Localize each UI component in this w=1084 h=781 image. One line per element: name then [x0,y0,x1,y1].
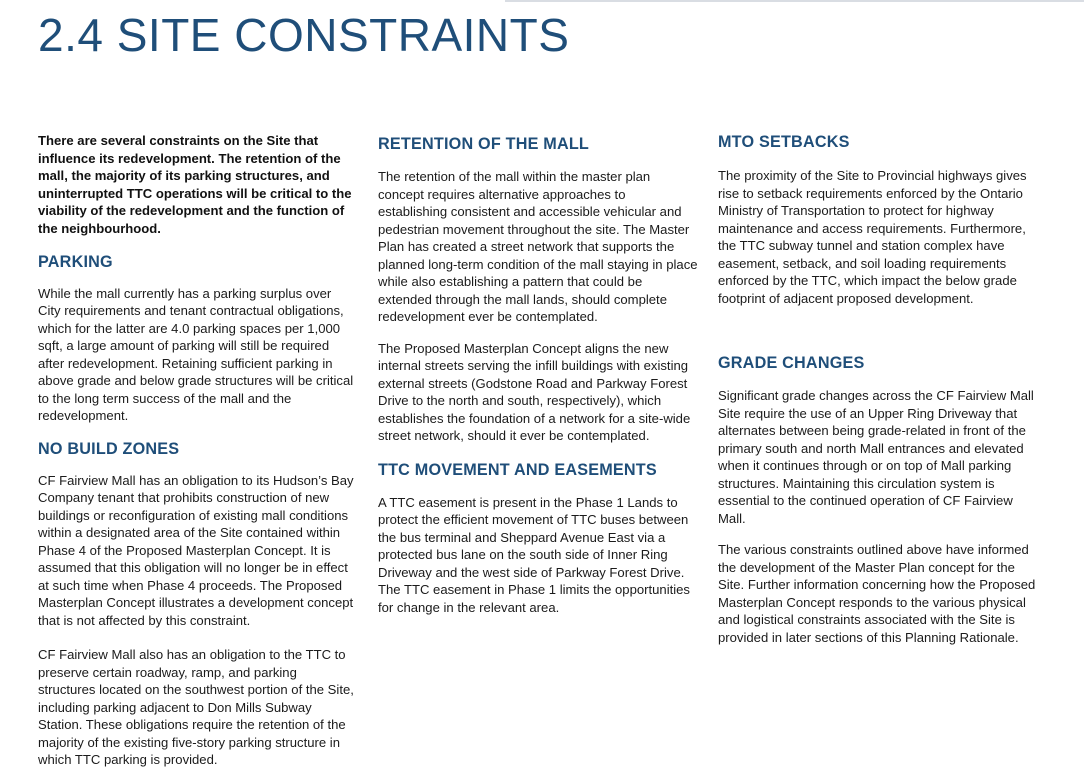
paragraph-grade-changes-1: Significant grade changes across the CF Fairview Mall Site require the use of an Upper Ring Driveway that alternates between being grade-related in front of the primary south and north Mall entrances and elevated when it continues through or on top of Mall parking structures. Maintaining this circulation system is essential to the continued operation of CF Fairview Mall. [718,388,1034,526]
heading-grade-changes: GRADE CHANGES [718,354,865,372]
paragraph-ttc-movement: A TTC easement is present in the Phase 1 Lands to protect the efficient movement of TTC buses between the bus terminal and Sheppard Avenue East via a protected bus lane on the south side of Inner Ring Driveway and the west side of Parkway Forest Drive. The TTC easement in Phase 1 limits the opportunities for change in the relevant area. [378,494,690,615]
paragraph-retention-1: The retention of the mall within the master plan concept requires alternative approaches to establishing consistent and accessible vehicular and pedestrian movement throughout the site. The Master Plan has created a street network that supports the planned long-term condition of the mall staying in place while also establishing a pattern that could be extended through the mall lands, should complete redevelopment ever be contemplated. [378,169,698,324]
column-right [718,132,1038,646]
column-middle [378,132,698,616]
paragraph-mto-setbacks: The proximity of the Site to Provincial highways gives rise to setback requirements enforced by the Ontario Ministry of Transportation to protect for highway maintenance and access requirements. Furthermore, the TTC subway tunnel and station complex have easement, setback, and soil loading requirements enforced by the TTC, which impact the below grade footprint of adjacent proposed development. [718,168,1027,306]
paragraph-parking: While the mall currently has a parking surplus over City requirements and tenant contractual obligations, which for the latter are 4.0 parking spaces per 1,000 sqft, a large amount of parking will still be required after redevelopment. Retaining sufficient parking in above grade and below grade structures will be critical to the long term success of the mall and the redevelopment. [38,285,354,424]
heading-no-build-zones: NO BUILD ZONES [38,439,180,458]
paragraph-no-build-zones-2: CF Fairview Mall also has an obligation to the TTC to preserve certain roadway, ramp, and parking structures located on the southwest portion of the Site, including parking adjacent to Don Mills Subway Station. These obligations require the retention of the majority of the existing five-story parking structure in which TTC parking is provided. [38,647,354,768]
top-divider-line [505,0,1084,2]
heading-mto-setbacks: MTO SETBACKS [718,133,850,151]
column-left [38,132,356,769]
paragraph-grade-changes-2: The various constraints outlined above have informed the development of the Master Plan concept for the Site. Further information concerning how the Proposed Masterplan Concept responds to the various physical and logistical constraints associated with the Site is provided in later sections of this Planning Rationale. [718,542,1036,645]
paragraph-retention-2: The Proposed Masterplan Concept aligns the new internal streets serving the infill buildings with existing external streets (Godstone Road and Parkway Forest Drive to the north and south, respectively), which establishes the foundation of a network for a site-wide street network, should it ever be contemplated. [378,340,691,443]
paragraph-no-build-zones-1: CF Fairview Mall has an obligation to its Hudson’s Bay Company tenant that prohibits construction of new buildings or reconfiguration of existing mall conditions within a designated area of the Site contained within Phase 4 of the Proposed Masterplan Concept. It is assumed that this obligation will no longer be in effect at such time when Phase 4 proceeds. The Proposed Masterplan Concept illustrates a development concept that is not affected by this constraint. [38,472,354,628]
intro-paragraph: There are several constraints on the Site that influence its redevelopment. The retention of the mall, the majority of its parking structures, and uninterrupted TTC operations will be critical to the viability of the redevelopment and the function of the neighbourhood. [38,133,352,236]
heading-parking: PARKING [38,252,113,271]
heading-retention-of-mall: RETENTION OF THE MALL [378,135,590,153]
heading-ttc-movement: TTC MOVEMENT AND EASEMENTS [378,460,657,479]
page-title: 2.4 SITE CONSTRAINTS [38,9,570,61]
